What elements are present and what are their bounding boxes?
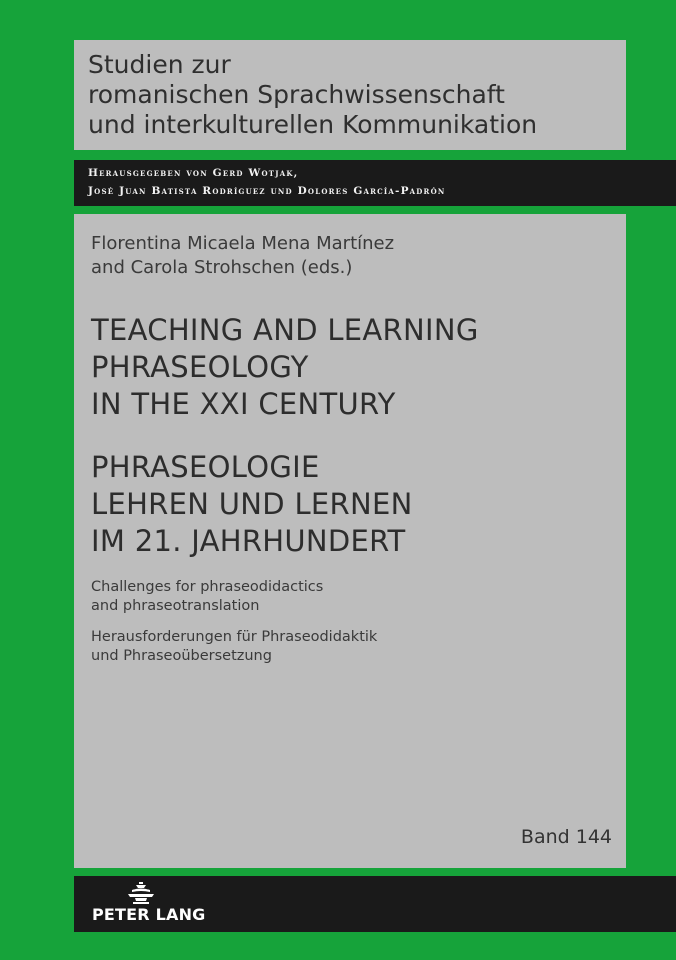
title-english-line-2: PHRASEOLOGY (91, 350, 309, 384)
title-german-line-2: LEHREN UND LERNEN (91, 487, 413, 521)
subtitle-english-line-2: and phraseotranslation (91, 598, 260, 614)
series-editors-line-1: Herausgegeben von Gerd Wotjak, (88, 167, 299, 179)
lamp-logo-icon (124, 882, 158, 904)
series-title-panel (74, 40, 626, 150)
main-panel (74, 214, 626, 868)
series-title-line-2: romanischen Sprachwissenschaft (88, 80, 505, 109)
publisher-name: PETER LANG (92, 905, 206, 924)
series-editors-band (74, 160, 676, 206)
title-german-line-3: IM 21. JAHRHUNDERT (91, 524, 406, 558)
title-english-line-1: TEACHING AND LEARNING (91, 313, 479, 347)
subtitle-english-line-1: Challenges for phraseodidactics (91, 579, 324, 595)
series-title-line-1: Studien zur (88, 50, 231, 79)
volume-number: Band 144 (520, 826, 612, 848)
title-german-line-1: PHRASEOLOGIE (91, 450, 320, 484)
series-title-line-3: und interkulturellen Kommunikation (88, 110, 538, 139)
editors-names-line-2: and Carola Strohschen (eds.) (91, 257, 353, 278)
series-editors-line-2: José Juan Batista Rodríguez und Dolores García-Padrón (88, 185, 446, 197)
subtitle-german-line-1: Herausforderungen für Phraseodidaktik (91, 629, 378, 645)
title-english-line-3: IN THE XXI CENTURY (91, 387, 396, 421)
editors-names-line-1: Florentina Micaela Mena Martínez (91, 233, 395, 254)
publisher-band (74, 876, 676, 932)
subtitle-german-line-2: und Phraseoübersetzung (91, 648, 272, 664)
